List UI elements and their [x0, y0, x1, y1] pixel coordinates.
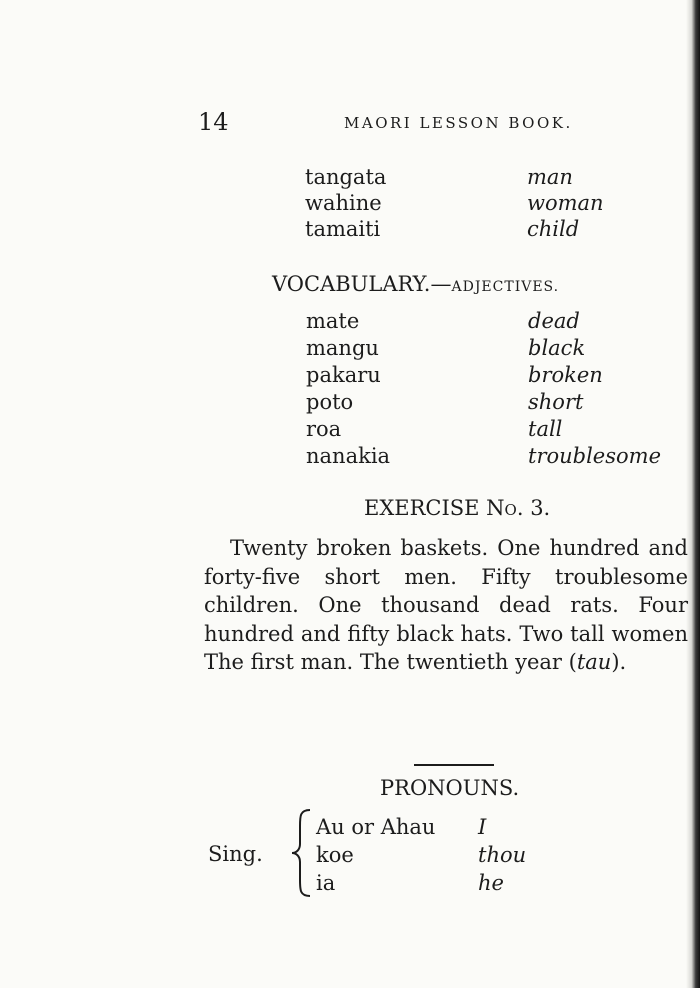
maori-word: Au or Ahau: [316, 815, 436, 839]
exercise-italic-word: tau: [576, 650, 612, 674]
english-word: child: [527, 217, 580, 241]
vocabulary-heading-sub: ADJECTIVES.: [451, 279, 560, 295]
section-divider: [414, 764, 494, 766]
maori-word: ia: [316, 871, 336, 895]
maori-word: mate: [306, 309, 360, 333]
exercise-text-main: Twenty broken baskets. One hundred and forty-five short men. Fifty troublesome children. One thousand dead rats. Four hundred and fifty black hats. Two tall women The first man. The twentieth year (: [204, 536, 688, 674]
english-word: troublesome: [528, 444, 661, 468]
vocabulary-heading: [272, 272, 559, 296]
running-title: MAORI LESSON BOOK.: [344, 114, 573, 132]
pronouns-heading: PRONOUNS.: [380, 776, 520, 800]
curly-brace-icon: [290, 808, 312, 898]
maori-word: mangu: [306, 336, 379, 360]
english-word: black: [528, 336, 586, 360]
maori-word: nanakia: [306, 444, 391, 468]
english-word: thou: [478, 843, 527, 867]
page-edge: [686, 0, 700, 988]
page-number: 14: [198, 108, 229, 136]
english-word: short: [528, 390, 584, 414]
english-word: broken: [528, 363, 603, 387]
number-label: Sing.: [208, 842, 263, 866]
exercise-heading: EXERCISE No. 3.: [364, 496, 551, 520]
vocabulary-heading-main: VOCABULARY.—: [272, 272, 452, 296]
english-word: he: [478, 871, 504, 895]
english-word: dead: [528, 309, 580, 333]
maori-word: roa: [306, 417, 342, 441]
maori-word: tamaiti: [305, 217, 381, 241]
maori-word: koe: [316, 843, 354, 867]
maori-word: wahine: [305, 191, 382, 215]
english-word: tall: [528, 417, 563, 441]
english-word: man: [527, 165, 573, 189]
maori-word: poto: [306, 390, 354, 414]
exercise-text-end: ).: [611, 650, 627, 674]
english-word: woman: [527, 191, 604, 215]
maori-word: tangata: [305, 165, 387, 189]
english-word: I: [478, 815, 487, 839]
maori-word: pakaru: [306, 363, 381, 387]
exercise-text: [204, 534, 688, 677]
